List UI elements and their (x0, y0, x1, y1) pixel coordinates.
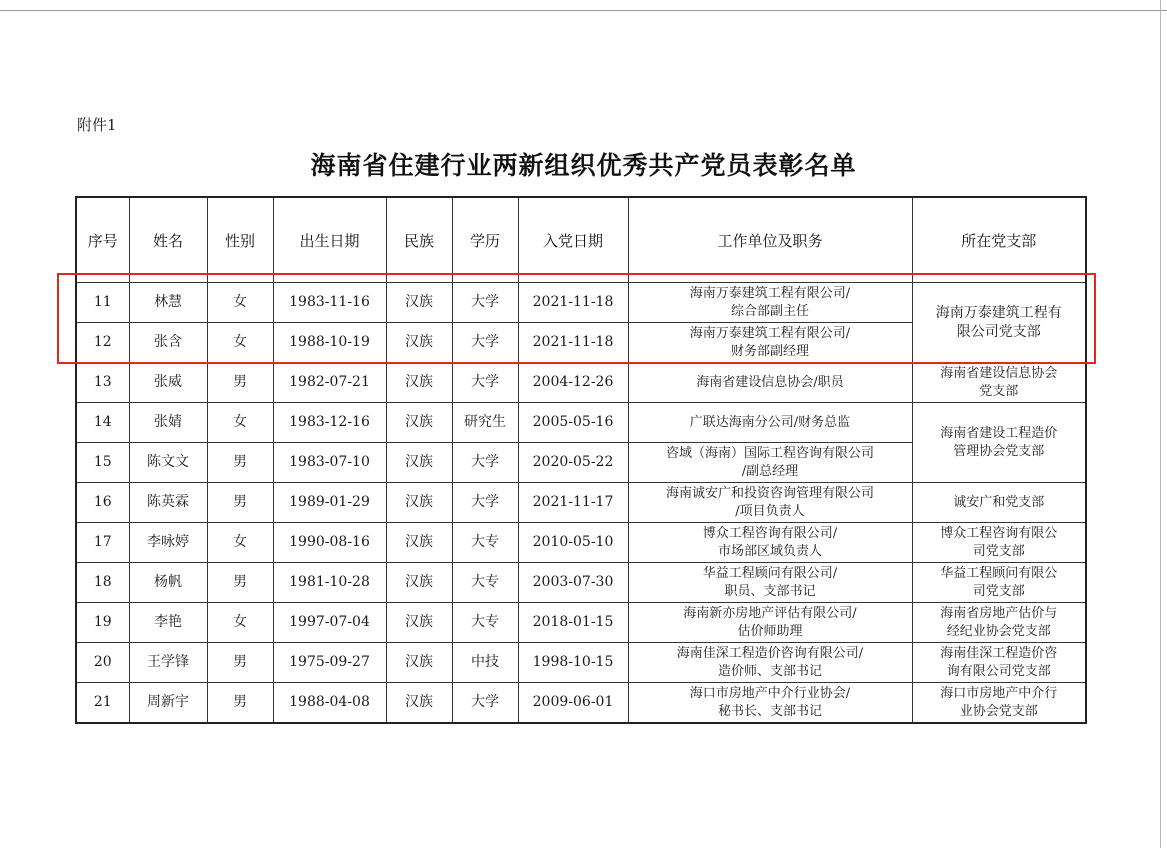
cell-party-branch (912, 683, 1086, 724)
cell-gender: 男 (207, 643, 273, 683)
cell-name: 陈英霖 (129, 483, 207, 523)
cell-name: 林慧 (129, 283, 207, 323)
work-unit-line: 秘书长、支部书记 (717, 703, 822, 719)
cell-gender: 男 (207, 363, 273, 403)
cell-no: 19 (76, 603, 129, 643)
cell-birth-date: 1989-01-29 (273, 483, 386, 523)
table-header-row (76, 197, 1086, 283)
cell-join-date: 2021-11-18 (518, 323, 628, 363)
work-unit-line: 海南诚安广和投资咨询管理有限公司 (665, 485, 874, 501)
branch-line: 华益工程顾问有限公 (940, 565, 1058, 581)
work-unit-line: 海口市房地产中介行业协会/ (689, 685, 851, 701)
work-unit-line: 海南万泰建筑工程有限公司/ (689, 325, 851, 341)
work-unit-line: /副总经理 (741, 463, 799, 479)
cell-join-date: 2010-05-10 (518, 523, 628, 563)
cell-gender: 男 (207, 483, 273, 523)
header-ethnicity: 民族 (386, 197, 452, 283)
work-unit-line: /项目负责人 (735, 503, 805, 519)
cell-name: 张婧 (129, 403, 207, 443)
branch-line: 业协会党支部 (959, 703, 1038, 719)
work-unit-line: 海南省建设信息协会/职员 (696, 374, 844, 390)
cell-no: 21 (76, 683, 129, 724)
header-join-date: 入党日期 (518, 197, 628, 283)
table-row (76, 683, 1086, 724)
scan-right-edge (1160, 0, 1161, 848)
cell-ethnicity: 汉族 (386, 483, 452, 523)
cell-name: 李咏婷 (129, 523, 207, 563)
cell-gender: 男 (207, 683, 273, 724)
cell-no: 16 (76, 483, 129, 523)
table-row (76, 643, 1086, 683)
branch-line: 海南省建设信息协会 (940, 365, 1058, 381)
cell-no: 17 (76, 523, 129, 563)
cell-birth-date: 1983-07-10 (273, 443, 386, 483)
cell-education: 中技 (452, 643, 518, 683)
cell-work-unit (628, 643, 912, 683)
cell-education: 大学 (452, 283, 518, 323)
cell-ethnicity: 汉族 (386, 643, 452, 683)
table-row (76, 563, 1086, 603)
cell-education: 大专 (452, 563, 518, 603)
cell-education: 大专 (452, 523, 518, 563)
cell-no: 11 (76, 283, 129, 323)
branch-line: 海南佳深工程造价咨 (940, 645, 1058, 661)
scan-top-edge (0, 10, 1167, 11)
cell-work-unit (628, 323, 912, 363)
cell-birth-date: 1981-10-28 (273, 563, 386, 603)
work-unit-line: 职员、支部书记 (724, 583, 816, 599)
cell-education: 大专 (452, 603, 518, 643)
cell-ethnicity: 汉族 (386, 403, 452, 443)
cell-education: 大学 (452, 323, 518, 363)
branch-line: 海南省房地产估价与 (940, 605, 1058, 621)
work-unit-line: 财务部副经理 (730, 343, 809, 359)
header-work-unit: 工作单位及职务 (628, 197, 912, 283)
cell-party-branch (912, 563, 1086, 603)
cell-gender: 女 (207, 403, 273, 443)
cell-birth-date: 1982-07-21 (273, 363, 386, 403)
cell-birth-date: 1983-11-16 (273, 283, 386, 323)
cell-ethnicity: 汉族 (386, 323, 452, 363)
cell-birth-date: 1988-10-19 (273, 323, 386, 363)
cell-work-unit (628, 443, 912, 483)
cell-gender: 女 (207, 323, 273, 363)
cell-join-date: 2020-05-22 (518, 443, 628, 483)
header-name: 姓名 (129, 197, 207, 283)
cell-name: 王学锋 (129, 643, 207, 683)
cell-work-unit (628, 363, 912, 403)
cell-birth-date: 1990-08-16 (273, 523, 386, 563)
cell-gender: 女 (207, 523, 273, 563)
cell-no: 14 (76, 403, 129, 443)
cell-party-branch (912, 523, 1086, 563)
table-row (76, 403, 1086, 443)
work-unit-line: 造价师、支部书记 (717, 663, 822, 679)
branch-line: 经纪业协会党支部 (946, 623, 1051, 639)
cell-name: 杨帆 (129, 563, 207, 603)
work-unit-line: 市场部区域负责人 (717, 543, 822, 559)
cell-work-unit (628, 563, 912, 603)
branch-line: 限公司党支部 (956, 323, 1041, 340)
cell-party-branch (912, 643, 1086, 683)
branch-line: 司党支部 (972, 583, 1025, 599)
cell-no: 15 (76, 443, 129, 483)
cell-party-branch (912, 283, 1086, 363)
cell-join-date: 2005-05-16 (518, 403, 628, 443)
document-title: 海南省住建行业两新组织优秀共产党员表彰名单 (310, 151, 857, 180)
cell-name: 陈文文 (129, 443, 207, 483)
branch-line: 管理协会党支部 (953, 443, 1045, 459)
table-row (76, 283, 1086, 323)
cell-education: 大学 (452, 683, 518, 724)
cell-ethnicity: 汉族 (386, 443, 452, 483)
cell-gender: 男 (207, 443, 273, 483)
header-gender: 性别 (207, 197, 273, 283)
cell-work-unit (628, 403, 912, 443)
cell-no: 12 (76, 323, 129, 363)
cell-join-date: 2003-07-30 (518, 563, 628, 603)
branch-line: 海南省建设工程造价 (940, 425, 1058, 441)
cell-birth-date: 1988-04-08 (273, 683, 386, 724)
cell-no: 13 (76, 363, 129, 403)
cell-join-date: 2004-12-26 (518, 363, 628, 403)
work-unit-line: 博众工程咨询有限公司/ (702, 525, 838, 541)
branch-line: 司党支部 (972, 543, 1025, 559)
cell-gender: 男 (207, 563, 273, 603)
cell-work-unit (628, 483, 912, 523)
cell-work-unit (628, 283, 912, 323)
cell-education: 研究生 (452, 403, 518, 443)
cell-join-date: 1998-10-15 (518, 643, 628, 683)
cell-gender: 女 (207, 603, 273, 643)
cell-birth-date: 1975-09-27 (273, 643, 386, 683)
cell-gender: 女 (207, 283, 273, 323)
cell-no: 18 (76, 563, 129, 603)
cell-party-branch (912, 403, 1086, 483)
table-row (76, 603, 1086, 643)
branch-line: 党支部 (979, 383, 1019, 399)
branch-line: 询有限公司党支部 (946, 663, 1051, 679)
cell-join-date: 2021-11-17 (518, 483, 628, 523)
honor-roster-table (75, 196, 1087, 724)
branch-line: 海南万泰建筑工程有 (935, 304, 1062, 321)
cell-name: 李艳 (129, 603, 207, 643)
branch-line: 海口市房地产中介行 (940, 685, 1058, 701)
cell-party-branch (912, 603, 1086, 643)
header-party-branch: 所在党支部 (912, 197, 1086, 283)
work-unit-line: 海南佳深工程造价咨询有限公司/ (676, 645, 864, 661)
cell-ethnicity: 汉族 (386, 683, 452, 724)
cell-join-date: 2009-06-01 (518, 683, 628, 724)
work-unit-line: 咨域（海南）国际工程咨询有限公司 (665, 445, 874, 461)
cell-education: 大学 (452, 483, 518, 523)
work-unit-line: 估价师助理 (737, 623, 803, 639)
work-unit-line: 海南新亦房地产评估有限公司/ (683, 605, 857, 621)
cell-name: 周新宇 (129, 683, 207, 724)
cell-birth-date: 1983-12-16 (273, 403, 386, 443)
table-row (76, 523, 1086, 563)
header-education: 学历 (452, 197, 518, 283)
work-unit-line: 综合部副主任 (730, 303, 809, 319)
cell-party-branch (912, 483, 1086, 523)
cell-ethnicity: 汉族 (386, 563, 452, 603)
table-row (76, 363, 1086, 403)
cell-ethnicity: 汉族 (386, 603, 452, 643)
cell-ethnicity: 汉族 (386, 283, 452, 323)
cell-join-date: 2021-11-18 (518, 283, 628, 323)
cell-ethnicity: 汉族 (386, 523, 452, 563)
cell-work-unit (628, 683, 912, 724)
cell-work-unit (628, 603, 912, 643)
header-birth-date: 出生日期 (273, 197, 386, 283)
work-unit-line: 海南万泰建筑工程有限公司/ (689, 285, 851, 301)
cell-education: 大学 (452, 443, 518, 483)
cell-education: 大学 (452, 363, 518, 403)
cell-party-branch (912, 363, 1086, 403)
table-row (76, 483, 1086, 523)
work-unit-line: 华益工程顾问有限公司/ (702, 565, 838, 581)
work-unit-line: 广联达海南分公司/财务总监 (689, 414, 851, 430)
cell-ethnicity: 汉族 (386, 363, 452, 403)
cell-birth-date: 1997-07-04 (273, 603, 386, 643)
cell-work-unit (628, 523, 912, 563)
header-no: 序号 (76, 197, 129, 283)
branch-line: 诚安广和党支部 (953, 494, 1045, 510)
attachment-label: 附件1 (77, 116, 117, 134)
cell-join-date: 2018-01-15 (518, 603, 628, 643)
cell-no: 20 (76, 643, 129, 683)
cell-name: 张威 (129, 363, 207, 403)
branch-line: 博众工程咨询有限公 (940, 525, 1058, 541)
cell-name: 张含 (129, 323, 207, 363)
